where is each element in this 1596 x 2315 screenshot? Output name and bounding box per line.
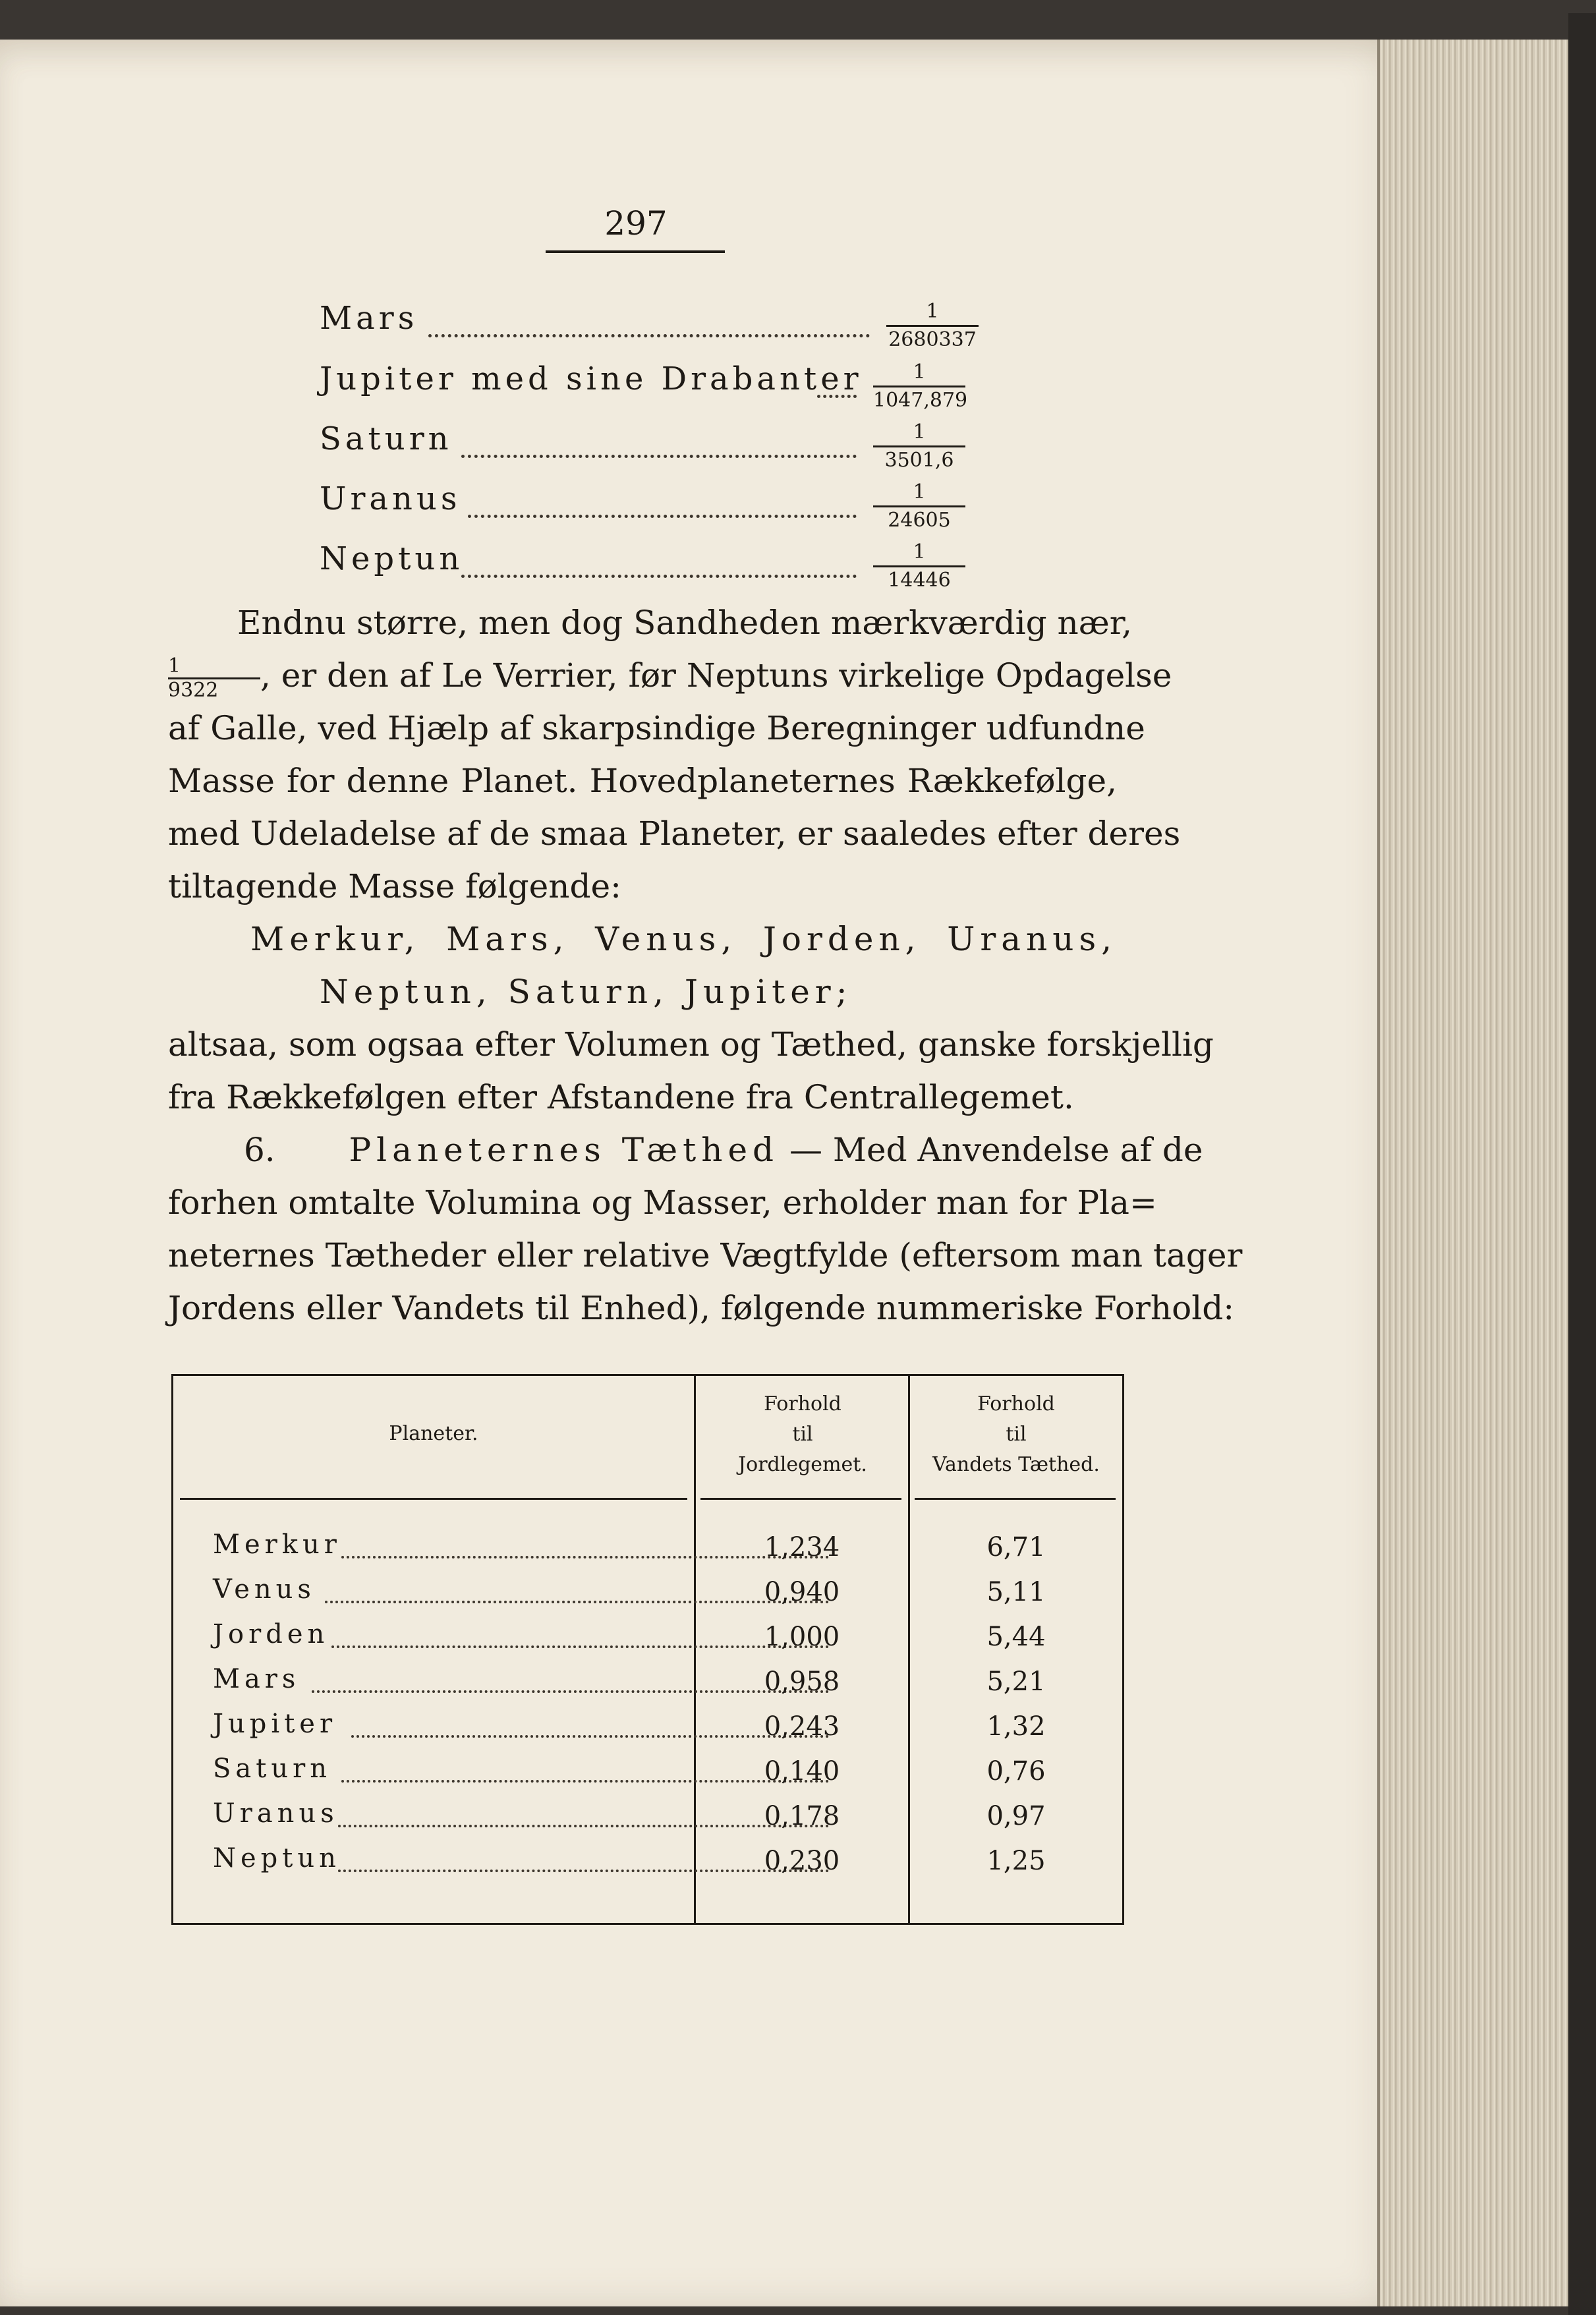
row-water-value: 1,32	[986, 1711, 1046, 1742]
row-water-value: 0,76	[986, 1756, 1046, 1786]
row-earth-value: 0,230	[764, 1846, 840, 1876]
row-earth-value: 1,234	[764, 1532, 840, 1562]
row-water-value: 5,11	[986, 1577, 1046, 1607]
dot-leader	[468, 480, 857, 518]
row-planet: Uranus	[213, 1798, 339, 1829]
mass-planet-name: Neptun	[320, 540, 464, 577]
paragraph-line: altsaa, som ogsaa efter Volumen og Tæthed, ganske forskjellig	[168, 1025, 1214, 1064]
table-row	[173, 1614, 1122, 1659]
header-rule	[180, 1498, 687, 1500]
row-planet: Merkur	[213, 1529, 341, 1560]
mass-planet-name: Saturn	[320, 420, 453, 457]
planet-order-line: Merkur, Mars, Venus, Jorden, Uranus,	[250, 920, 1117, 958]
mass-row-mars	[320, 300, 979, 353]
row-earth-value: 0,140	[764, 1756, 840, 1786]
row-earth-value: 1,000	[764, 1622, 840, 1652]
row-water-value: 5,44	[986, 1622, 1046, 1652]
dot-leader	[461, 420, 857, 458]
row-earth-value: 0,958	[764, 1667, 840, 1697]
row-planet: Venus	[213, 1574, 316, 1605]
page-number: 297	[604, 204, 668, 243]
row-earth-value: 0,940	[764, 1577, 840, 1607]
paragraph-text: , er den af Le Verrier, før Neptuns virkelige Opdagelse	[260, 656, 1172, 695]
row-earth-value: 0,178	[764, 1801, 840, 1831]
page-number-rule	[546, 250, 725, 253]
paragraph-line: Jordens eller Vandets til Enhed), følgende nummeriske Forhold:	[168, 1289, 1235, 1327]
paragraph-line	[168, 652, 1172, 702]
mass-fraction: 1 1047,879	[873, 360, 968, 412]
table-row	[173, 1659, 1122, 1703]
mass-planet-name: Jupiter med sine Drabanter	[320, 360, 863, 397]
row-planet: Jupiter	[213, 1709, 337, 1739]
paragraph-line: neternes Tætheder eller relative Vægtfylde (eftersom man tager	[168, 1236, 1243, 1274]
page-block-edge	[1377, 40, 1571, 2306]
row-planet: Neptun	[213, 1843, 341, 1873]
mass-fraction: 1 24605	[873, 480, 965, 532]
book-cover-edge	[1568, 13, 1596, 2315]
row-water-value: 6,71	[986, 1532, 1046, 1562]
table-row	[173, 1703, 1122, 1748]
row-water-value: 5,21	[986, 1667, 1046, 1697]
dot-leader	[428, 300, 870, 337]
paragraph-line: med Udeladelse af de smaa Planeter, er saaledes efter deres	[168, 815, 1181, 853]
mass-row-neptun	[320, 540, 979, 593]
paragraph-line: forhen omtalte Volumina og Masser, erholder man for Pla=	[168, 1184, 1157, 1222]
mass-row-uranus	[320, 480, 979, 533]
header-rule	[915, 1498, 1116, 1500]
mass-row-saturn	[320, 420, 979, 473]
section-title: Planeternes Tæthed	[349, 1131, 780, 1169]
table-row	[173, 1793, 1122, 1838]
table-row	[173, 1838, 1122, 1883]
row-earth-value: 0,243	[764, 1711, 840, 1742]
table-row	[173, 1524, 1122, 1569]
row-planet: Jorden	[213, 1619, 329, 1649]
row-planet: Saturn	[213, 1754, 331, 1784]
paragraph-line: Endnu større, men dog Sandheden mærkværdig nær,	[237, 604, 1133, 642]
paragraph-line: fra Rækkefølgen efter Afstandene fra Centrallegemet.	[168, 1078, 1074, 1116]
mass-fraction: 1 3501,6	[873, 420, 965, 472]
row-water-value: 0,97	[986, 1801, 1046, 1831]
paragraph-line: Masse for denne Planet. Hovedplaneternes Rækkefølge,	[168, 762, 1117, 800]
mass-fraction: 1 14446	[873, 540, 965, 592]
row-planet: Mars	[213, 1664, 300, 1694]
row-water-value: 1,25	[986, 1846, 1046, 1876]
mass-fraction: 1 2680337	[886, 300, 979, 352]
mass-planet-name: Uranus	[320, 480, 461, 517]
paragraph-line: af Galle, ved Hjælp af skarpsindige Beregninger udfundne	[168, 709, 1145, 747]
table-row	[173, 1569, 1122, 1614]
inline-fraction: $\frac{1}{9322}$	[168, 655, 260, 702]
paragraph-line: tiltagende Masse følgende:	[168, 867, 621, 905]
header-earth-ratio: Forhold til Jordlegemet.	[738, 1392, 867, 1476]
header-planets: Planeter.	[389, 1422, 478, 1445]
table-row	[173, 1748, 1122, 1793]
section-heading-line	[244, 1127, 1203, 1173]
header-water-ratio: Forhold til Vandets Tæthed.	[932, 1392, 1100, 1476]
mass-planet-name: Mars	[320, 300, 418, 337]
section-number: 6.	[244, 1131, 275, 1169]
section-text: — Med Anvendelse af de	[789, 1131, 1203, 1169]
density-table	[171, 1374, 1124, 1925]
header-rule	[700, 1498, 901, 1500]
planet-order-line: Neptun, Saturn, Jupiter;	[320, 973, 853, 1011]
mass-row-jupiter	[320, 360, 979, 413]
dot-leader	[461, 540, 857, 578]
dot-leader	[817, 360, 857, 398]
